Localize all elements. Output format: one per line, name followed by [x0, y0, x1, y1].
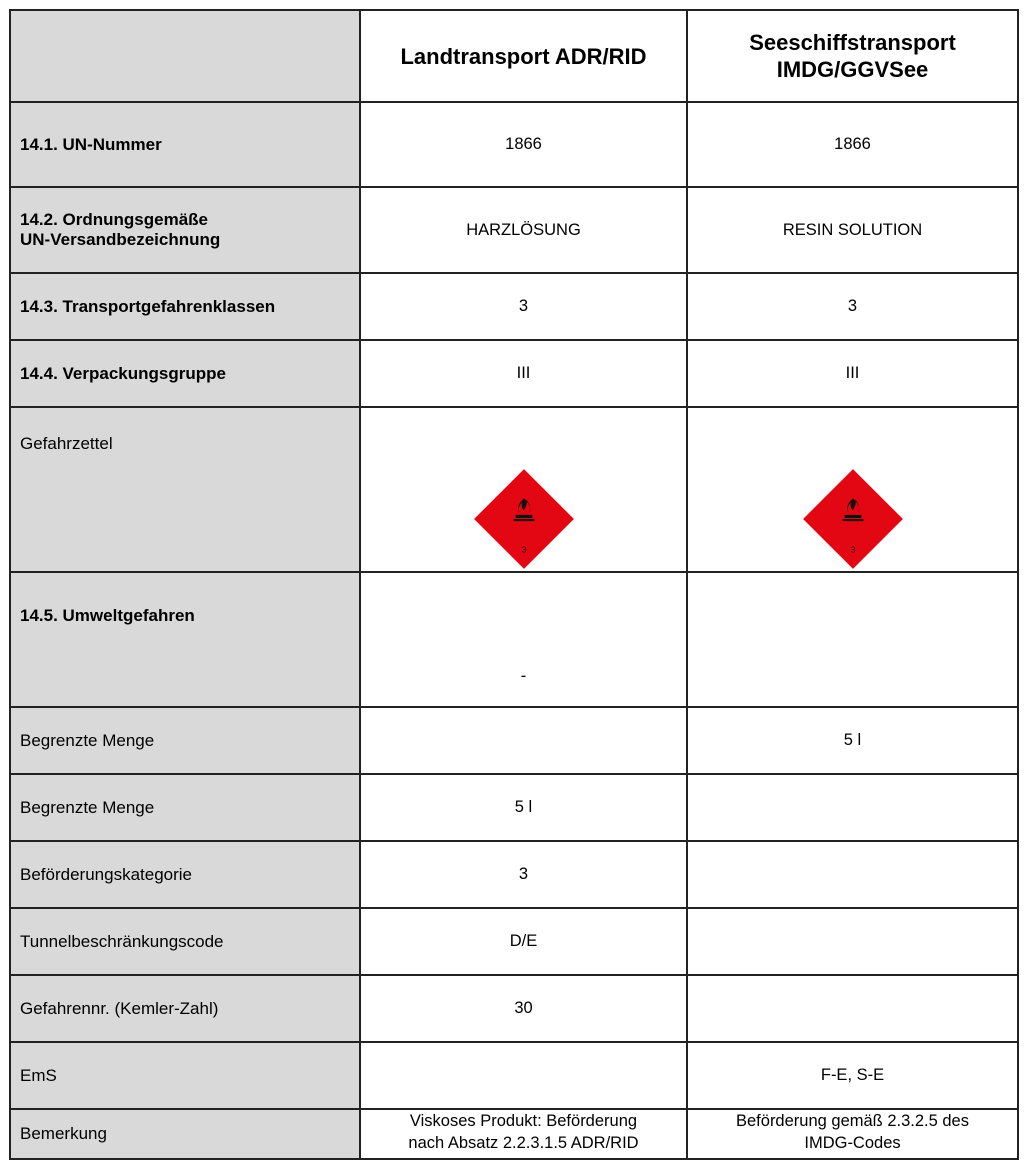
land-transport-category: 3 — [360, 841, 687, 908]
land-un-number: 1866 — [360, 102, 687, 187]
label-shipping-name-line1: 14.2. Ordnungsgemäße — [20, 210, 208, 229]
label-hazard-label: Gefahrzettel — [10, 407, 360, 572]
land-hazard-label-cell — [360, 407, 687, 572]
land-remark — [360, 1109, 687, 1159]
label-limited-quantity: Begrenzte Menge — [10, 707, 360, 774]
sea-shipping-name: RESIN SOLUTION — [687, 187, 1018, 273]
flammable-liquid-diamond-icon — [472, 467, 576, 571]
hazard-class-number: 3 — [521, 544, 526, 555]
header-row — [10, 10, 1018, 102]
sea-limited-quantity: 5 l — [687, 707, 1018, 774]
land-remark-line2: nach Absatz 2.2.3.1.5 ADR/RID — [408, 1134, 639, 1152]
label-shipping-name-line2: UN-Versandbezeichnung — [20, 230, 221, 249]
land-environmental-hazards: - — [360, 572, 687, 707]
row-packing-group — [10, 340, 1018, 407]
label-tunnel-code: Tunnelbeschränkungscode — [10, 908, 360, 975]
sea-tunnel-code — [687, 908, 1018, 975]
label-kemler-number: Gefahrennr. (Kemler-Zahl) — [10, 975, 360, 1042]
row-environmental-hazards — [10, 572, 1018, 707]
header-sea-line1: Seeschiffstransport — [749, 30, 956, 55]
sea-ems: F-E, S-E — [687, 1042, 1018, 1109]
label-limited-quantity: Begrenzte Menge — [10, 774, 360, 841]
header-sea-line2: IMDG/GGVSee — [776, 57, 929, 82]
row-kemler-number — [10, 975, 1018, 1042]
sea-limited-quantity — [687, 774, 1018, 841]
land-limited-quantity — [360, 707, 687, 774]
row-tunnel-code — [10, 908, 1018, 975]
row-shipping-name — [10, 187, 1018, 273]
land-shipping-name: HARZLÖSUNG — [360, 187, 687, 273]
sea-hazard-class: 3 — [687, 273, 1018, 340]
row-un-number — [10, 102, 1018, 187]
label-hazard-class: 14.3. Transportgefahrenklassen — [10, 273, 360, 340]
label-ems: EmS — [10, 1042, 360, 1109]
row-remark — [10, 1109, 1018, 1159]
sea-remark-line1: Beförderung gemäß 2.3.2.5 des — [736, 1112, 969, 1130]
label-transport-category: Beförderungskategorie — [10, 841, 360, 908]
land-kemler-number: 30 — [360, 975, 687, 1042]
hazard-class-number: 3 — [850, 544, 855, 555]
land-remark-line1: Viskoses Produkt: Beförderung — [409, 1112, 638, 1130]
land-tunnel-code: D/E — [360, 908, 687, 975]
flammable-liquid-diamond-icon — [801, 467, 905, 571]
label-un-number: 14.1. UN-Nummer — [10, 102, 360, 187]
header-sea-transport — [687, 10, 1018, 102]
header-land-transport: Landtransport ADR/RID — [360, 10, 687, 102]
header-empty-cell — [10, 10, 360, 102]
row-transport-category — [10, 841, 1018, 908]
transport-info-table — [9, 9, 1019, 1160]
land-hazard-class: 3 — [360, 273, 687, 340]
sea-kemler-number — [687, 975, 1018, 1042]
label-remark: Bemerkung — [10, 1109, 360, 1159]
land-packing-group: III — [360, 340, 687, 407]
row-limited-quantity-land — [10, 774, 1018, 841]
sea-packing-group: III — [687, 340, 1018, 407]
sea-remark — [687, 1109, 1018, 1159]
row-limited-quantity-sea — [10, 707, 1018, 774]
sea-transport-category — [687, 841, 1018, 908]
row-hazard-class — [10, 273, 1018, 340]
label-packing-group: 14.4. Verpackungsgruppe — [10, 340, 360, 407]
label-shipping-name — [10, 187, 360, 273]
sea-un-number: 1866 — [687, 102, 1018, 187]
sea-environmental-hazards — [687, 572, 1018, 707]
row-ems — [10, 1042, 1018, 1109]
row-hazard-label — [10, 407, 1018, 572]
land-limited-quantity: 5 l — [360, 774, 687, 841]
sea-hazard-label-cell — [687, 407, 1018, 572]
sea-remark-line2: IMDG-Codes — [804, 1134, 901, 1152]
label-environmental-hazards: 14.5. Umweltgefahren — [10, 572, 360, 707]
land-ems — [360, 1042, 687, 1109]
